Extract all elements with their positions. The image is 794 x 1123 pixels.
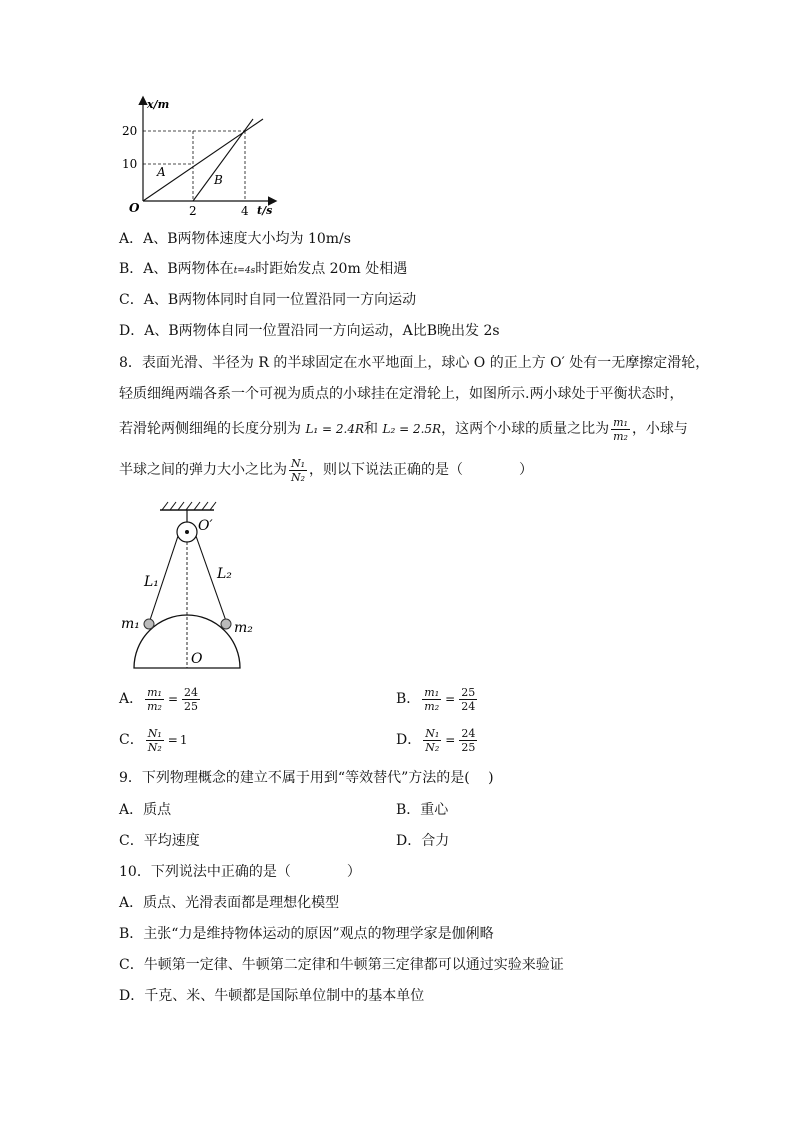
- ball-m1: [144, 619, 154, 629]
- q8-mass-num: m₁: [613, 415, 628, 429]
- q8-b-equals: =: [445, 692, 456, 706]
- q8-a-lhs: [145, 686, 164, 713]
- xt-graph: [115, 90, 285, 225]
- q8-line3-c: ，小球与: [631, 421, 688, 437]
- q7-option-c: C．A、B两物体同时自同一位置沿同一方向运动: [119, 292, 417, 308]
- x-tick-2: 2: [189, 204, 197, 218]
- y-tick-10: 10: [122, 157, 138, 171]
- q8-force-num: N₁: [291, 456, 306, 470]
- q8-b-num: m₁: [424, 685, 440, 699]
- q8-d-val-num: 24: [461, 726, 476, 740]
- x-axis-label: t/s: [257, 204, 273, 217]
- q8-c-val: 1: [179, 733, 188, 747]
- q8-line4-b: ，则以下说法正确的是（ ）: [309, 462, 534, 478]
- q7-option-b-post: 时距始发点 20m 处相遇: [255, 261, 408, 277]
- q8-line3-b: ，这两个小球的质量之比为: [441, 421, 610, 437]
- q8-a-equals: =: [167, 692, 179, 706]
- q8-c-equals: =: [167, 733, 178, 747]
- q7-option-d: D．A、B两物体自同一位置沿同一方向运动，A比B晚出发 2s: [119, 323, 500, 339]
- q8-a-rhs: [182, 686, 200, 713]
- q8-b-rhs: [459, 686, 477, 713]
- q8-b-lhs: [422, 686, 441, 713]
- q9-option-d: D．合力: [396, 833, 450, 849]
- q8-c-num: N₁: [147, 726, 162, 740]
- ceiling-hatch: [162, 502, 216, 510]
- q8-c-den: N₂: [147, 740, 162, 754]
- q9-option-b: B．重心: [396, 802, 449, 818]
- q8-mass-ratio: [611, 416, 630, 443]
- origin-label: O: [129, 201, 140, 215]
- q8-stem-line3: [119, 412, 688, 446]
- q8-d-val-den: 25: [461, 740, 476, 754]
- line-a-label: A: [157, 165, 166, 179]
- q10-option-c: C．牛顿第一定律、牛顿第二定律和牛顿第三定律都可以通过实验来验证: [119, 957, 564, 973]
- q8-a-label: A．: [119, 691, 144, 707]
- m1-label: m₁: [121, 616, 140, 632]
- q8-a-val-den: 25: [184, 699, 199, 713]
- q8-force-den: N₂: [291, 470, 306, 484]
- q7-option-a: A．A、B两物体速度大小均为 10m/s: [119, 231, 351, 247]
- q8-b-val-den: 24: [461, 699, 476, 713]
- y-axis-label: x/m: [147, 98, 170, 111]
- q8-c-lhs: [146, 727, 164, 754]
- q9-stem: 9．下列物理概念的建立不属于用到“等效替代”方法的是( ): [119, 770, 494, 786]
- q7-option-b-pre: B．A、B两物体在: [119, 261, 234, 277]
- q8-a-val-num: 24: [184, 685, 199, 699]
- q8-d-lhs: [423, 727, 441, 754]
- q8-c-label: C．: [119, 732, 144, 748]
- q8-option-c: [119, 723, 187, 757]
- q10-option-d: D．千克、米、牛顿都是国际单位制中的基本单位: [119, 988, 425, 1004]
- pulley-label: O′: [198, 518, 213, 534]
- q8-option-b: [396, 682, 479, 716]
- q8-stem-line4: [119, 452, 533, 488]
- q8-stem-line1: 8．表面光滑、半径为 R 的半球固定在水平地面上，球心 O 的正上方 O′ 处有一无摩擦定滑轮，: [119, 355, 710, 371]
- q8-d-rhs: [459, 727, 477, 754]
- q7-option-b-small: t=4s: [233, 266, 256, 276]
- q8-l2-expr: L₂ = 2.5R: [382, 422, 442, 436]
- q8-b-label: B．: [396, 691, 421, 707]
- line-b-label: B: [214, 173, 223, 187]
- pulley-axle: [185, 530, 189, 534]
- y-tick-20: 20: [122, 124, 138, 138]
- q8-line3-a: 若滑轮两侧细绳的长度分别为: [119, 421, 301, 437]
- center-label: O: [191, 651, 203, 667]
- q8-d-label: D．: [396, 732, 422, 748]
- ball-m2: [221, 619, 231, 629]
- q8-a-num: m₁: [147, 685, 162, 699]
- q8-stem-line2: 轻质细绳两端各系一个可视为质点的小球挂在定滑轮上，如图所示.两小球处于平衡状态时，: [119, 386, 684, 402]
- q8-force-ratio: [289, 457, 307, 484]
- q8-d-num: N₁: [425, 726, 440, 740]
- l2-label: L₂: [217, 566, 232, 582]
- q8-a-den: m₂: [147, 699, 162, 713]
- l1-label: L₁: [144, 574, 159, 590]
- q8-b-den: m₂: [424, 699, 440, 713]
- q10-option-a: A．质点、光滑表面都是理想化模型: [119, 895, 340, 911]
- q7-option-b: [119, 259, 407, 281]
- q9-option-c: C．平均速度: [119, 833, 200, 849]
- q10-stem: 10．下列说法中正确的是（ ）: [119, 864, 361, 880]
- q8-option-d: [396, 723, 479, 757]
- q8-mass-den: m₂: [613, 429, 628, 443]
- q8-l1-expr: L₁ = 2.4R: [305, 422, 365, 436]
- hemisphere-pulley-figure: [118, 498, 268, 673]
- q8-d-den: N₂: [425, 740, 440, 754]
- m2-label: m₂: [234, 620, 253, 636]
- q10-option-b: B．主张“力是维持物体运动的原因”观点的物理学家是伽俐略: [119, 926, 494, 942]
- q8-line4-a: 半球之间的弹力大小之比为: [119, 462, 287, 478]
- q8-line3-and: 和: [364, 421, 379, 437]
- q8-d-equals: =: [445, 733, 456, 747]
- q9-option-a: A．质点: [119, 802, 172, 818]
- q8-option-a: [119, 682, 202, 716]
- q8-b-val-num: 25: [461, 685, 476, 699]
- x-tick-4: 4: [241, 204, 249, 218]
